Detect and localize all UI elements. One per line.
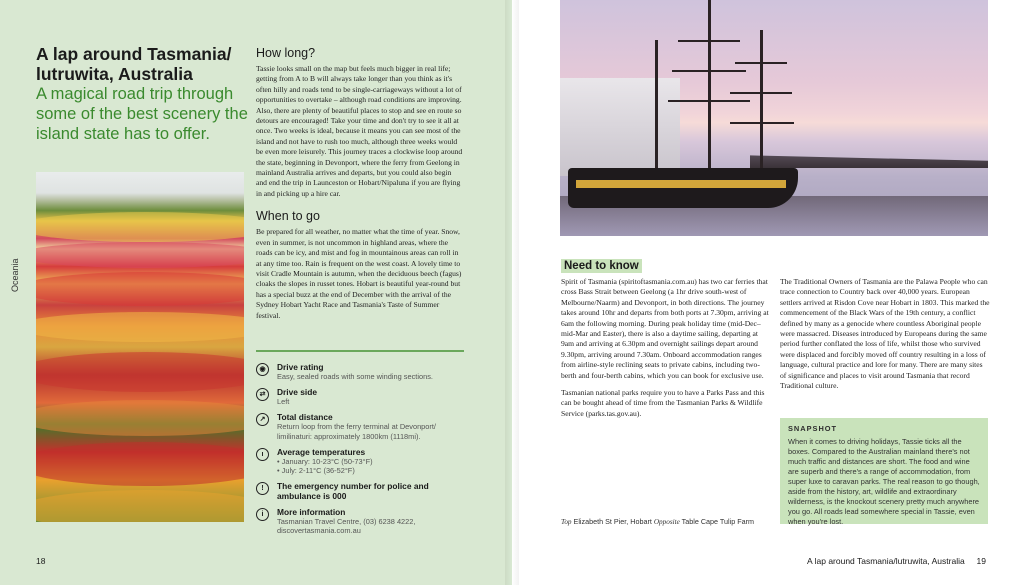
drive-rating-desc: Easy, sealed roads with some winding sections. bbox=[277, 372, 433, 381]
info-drive-rating bbox=[256, 362, 466, 381]
right-text-column-2 bbox=[780, 277, 990, 398]
how-long-heading: How long? bbox=[256, 46, 316, 60]
article-title: A lap around Tasmania/ lutruwita, Australia bbox=[36, 44, 232, 84]
temps-january: • January: 10-23°C (50-73°F) bbox=[277, 456, 373, 466]
yard bbox=[735, 62, 787, 64]
book-gutter bbox=[505, 0, 519, 585]
parks-pass-info: Tasmanian national parks require you to have a Parks Pass and this can be bought ahead of time from the Tasmanian Parks & Wildlife Service (parks.tas.gov.au). bbox=[561, 388, 765, 418]
yard bbox=[730, 92, 792, 94]
tall-ship-photo bbox=[560, 0, 988, 236]
caption-opposite-label: Opposite bbox=[653, 518, 680, 526]
running-footer-title: A lap around Tasmania/lutruwita, Australia bbox=[807, 556, 965, 566]
pier-shed bbox=[560, 78, 680, 176]
steering-wheel-icon: ◉ bbox=[256, 363, 269, 376]
info-temperatures bbox=[256, 447, 466, 475]
emergency-title: The emergency number for police and ambulance is 000 bbox=[277, 481, 429, 502]
yard bbox=[668, 100, 750, 102]
section-side-tab: Oceania bbox=[10, 258, 20, 292]
warning-icon: ! bbox=[256, 482, 269, 495]
wharf bbox=[750, 150, 988, 168]
more-info-website[interactable]: discovertasmania.com.au bbox=[277, 526, 361, 536]
temps-july: • July: 2-11°C (36-52°F) bbox=[277, 466, 355, 476]
more-info-contact: Tasmanian Travel Centre, (03) 6238 4222, bbox=[277, 517, 416, 527]
page-number-right: 19 bbox=[976, 556, 986, 566]
snapshot-heading: SNAPSHOT bbox=[788, 424, 838, 433]
snapshot-text: When it comes to driving holidays, Tassie ticks all the boxes. Compared to the Australian mainland there's not much traffic and distances are short. The food and wine are superb and there's a range of accommodation, from super luxe to caravan parks. The real reason to go though, aside from the history, art, wildlife and extraordinary wilderness, is the knockout scenery pretty much anywhere you go. All roads lead somewhere special in Tassie, even when you're lost. bbox=[788, 437, 980, 526]
article-subtitle: A magical road trip through some of the best scenery the island state has to offer. bbox=[36, 85, 248, 143]
mizzen-mast bbox=[655, 40, 658, 175]
distance-title: Total distance bbox=[277, 412, 333, 423]
caption-opposite: Table Cape Tulip Farm bbox=[681, 517, 754, 526]
section-divider bbox=[256, 350, 464, 352]
need-to-know-heading: Need to know bbox=[561, 259, 642, 273]
photo-caption bbox=[561, 517, 754, 526]
route-icon: ↗ bbox=[256, 413, 269, 426]
running-footer bbox=[807, 556, 986, 566]
tulip-field-photo bbox=[36, 172, 244, 522]
yard bbox=[678, 40, 740, 42]
drive-side-title: Drive side bbox=[277, 387, 318, 398]
temps-title: Average temperatures bbox=[277, 446, 366, 457]
road-sign-icon: ⇄ bbox=[256, 388, 269, 401]
info-drive-side bbox=[256, 387, 466, 406]
info-icon: i bbox=[256, 508, 269, 521]
left-text-column bbox=[256, 46, 464, 321]
right-text-column-1 bbox=[561, 277, 771, 426]
info-more bbox=[256, 507, 466, 535]
caption-top-label: Top bbox=[561, 518, 572, 526]
ferry-info: Spirit of Tasmania (spiritoftasmania.com.au) has two car ferries that cross Bass Strait between Geelong (a 1hr drive south-west of Melbourne/Naarm) and Devonport, in both directions. The journey takes around 10hr and departs from both ports at 7.30pm, arriving at 6am the following morning. During peak holiday time (mid-Dec–mid-Mar and Easter), there is also a daytime sailing, departing at 9am and arriving at 6.30pm and overnight sailings depart around 9.30pm, arriving around 7.30am. Onboard accommodation ranges from airline-style reclining seats to private cabins, including two-berth and four-berth cabins, which you can book for exclusive use. bbox=[561, 277, 769, 380]
fore-mast bbox=[760, 30, 763, 175]
page-number-left: 18 bbox=[36, 556, 46, 566]
when-to-go-heading: When to go bbox=[256, 209, 320, 224]
snapshot-box bbox=[780, 418, 988, 524]
traditional-owners-info: The Traditional Owners of Tasmania are the Palawa People who can trace connection to Country back over 40,000 years. European settlers arrived at Risdon Cove near Hobart in 1803. This marked the commencement of the Black Wars of the 19th century, a conflict defined by many as a genocide where countless Aboriginal people were massacred. Diseases introduced by Europeans during the same period further conflated the loss of life, whilst those who survived were displaced and forcibly moved off country resulting in a loss of language, cultural practice and lore for many. There are many sites of significance and places to visit around Tasmania that record Traditional culture. bbox=[780, 277, 990, 391]
thermometer-icon: ı bbox=[256, 448, 269, 461]
drive-rating-title: Drive rating bbox=[277, 362, 324, 372]
info-distance bbox=[256, 412, 466, 440]
main-mast bbox=[708, 0, 711, 175]
how-long-body: Tassie looks small on the map but feels much bigger in real life; getting from A to B will always take longer than you think as it's often hilly and roads tend to be single-carriageways without a lot of opportunities to overtake – although road conditions are improving. Also, there are plenty of beautiful places to stop and see en route so detours are encouraged! Take your time and don't try to see it all at once. Two weeks is ideal, because it means you can see most of the island and not have to rush too much, although three weeks would be even more leisurely. This journey traces a clockwise loop around the state, beginning in Devonport, where the ferry from Geelong in mainland Australia arrives and departs, but you could also begin and end the trip in Launceston or Hobart/Nipaluna if you are flying in and picking up a hire car. bbox=[256, 64, 463, 198]
more-info-title: More information bbox=[277, 507, 346, 518]
caption-top: Elizabeth St Pier, Hobart bbox=[573, 517, 652, 526]
yard bbox=[672, 70, 746, 72]
when-to-go-body: Be prepared for all weather, no matter what the time of year. Snow, even in summer, is not uncommon in highland areas, where the roads can be icy, and mist and fog in mountainous areas can roll in at any time too. Rain is frequent on the west coast. A lovely time to visit Cradle Mountain is autumn, when the deciduous beech (fagus) cloaks the slopes in russet tones. Hobart is beautiful year-round but has a special buzz at the end of December with the arrival of the Sydney Hobart Yacht Race and Tasmania's Taste of Summer festival. bbox=[256, 227, 462, 320]
ship-hull bbox=[568, 168, 798, 208]
trip-info-list bbox=[256, 362, 466, 542]
drive-side-desc: Left bbox=[277, 397, 290, 407]
hull-stripe bbox=[576, 180, 786, 188]
yard bbox=[730, 122, 794, 124]
info-emergency bbox=[256, 481, 466, 501]
distance-desc: Return loop from the ferry terminal at Devonport/ limilinaturi: approximately 1800km (1118mi). bbox=[277, 422, 436, 441]
